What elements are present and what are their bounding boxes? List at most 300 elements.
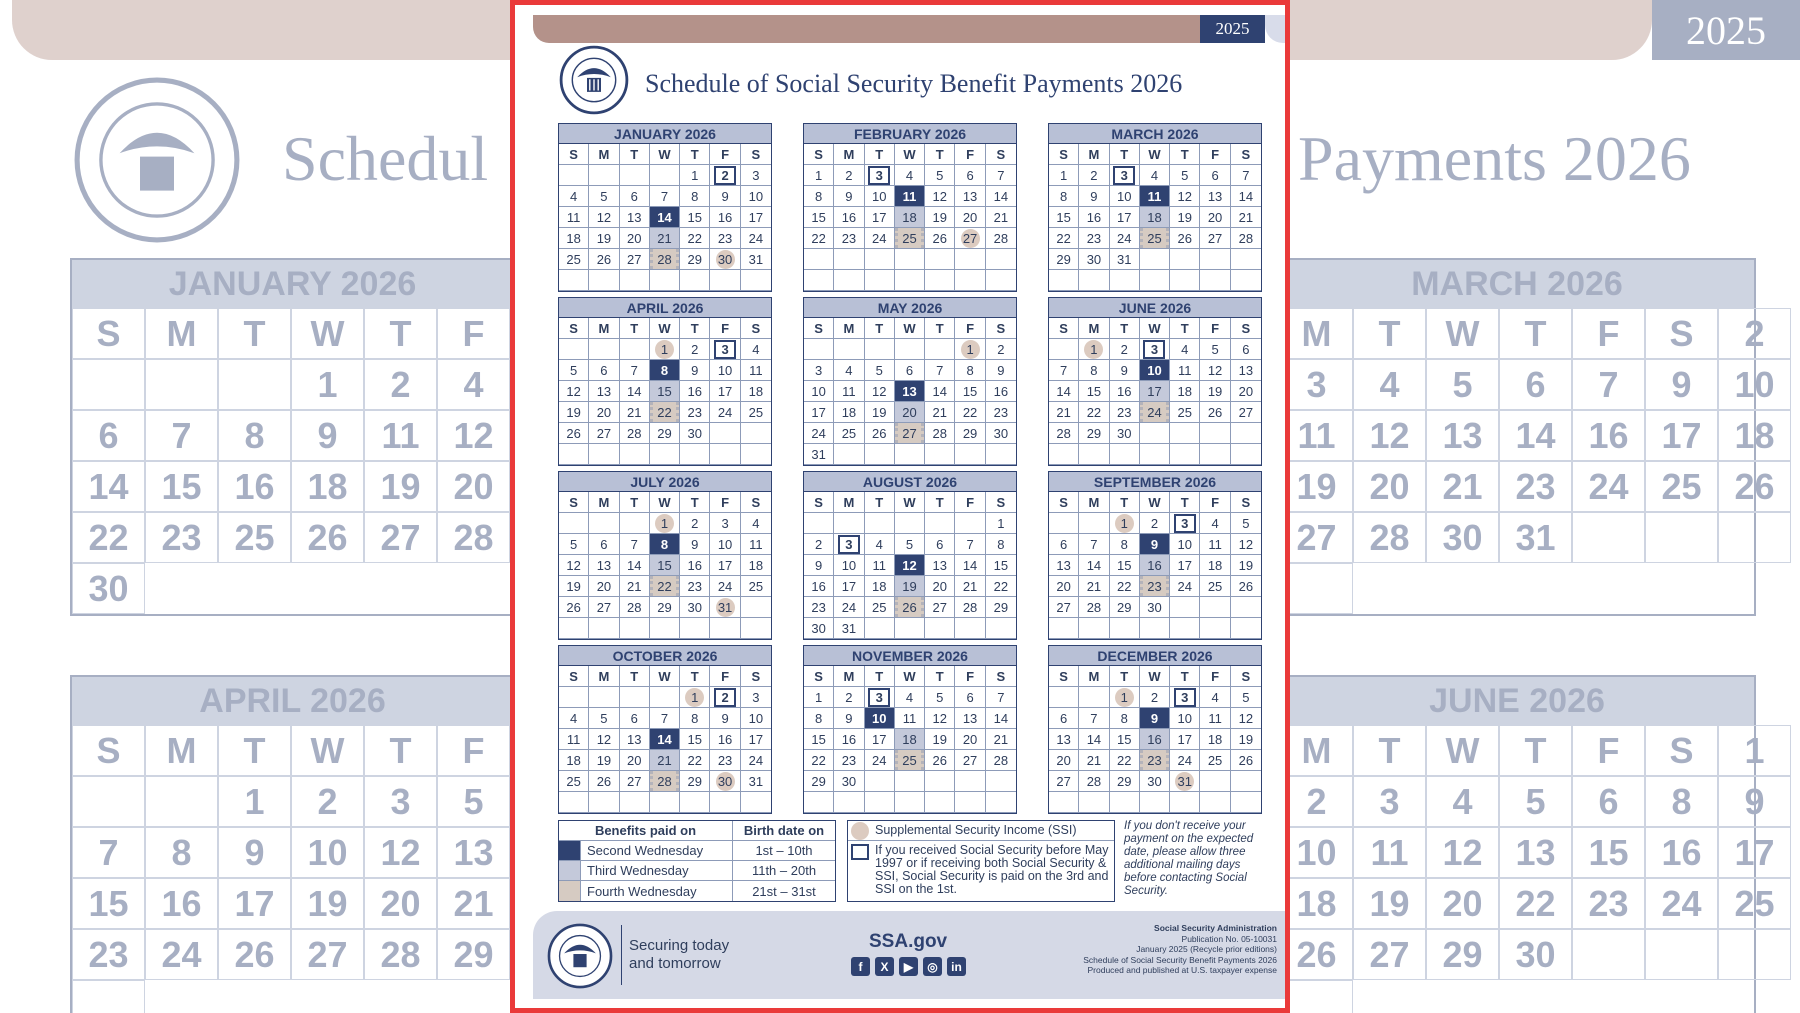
bg-day-cell [1718, 929, 1791, 980]
bg-day-cell: 25 [1645, 461, 1718, 512]
day-cell: 5 [1200, 339, 1230, 360]
day-cell: 15 [955, 381, 985, 402]
weekday-header: S [1049, 318, 1079, 339]
payment-day-fourth-wednesday: 25 [895, 750, 925, 771]
weekday-header: S [559, 318, 589, 339]
day-cell: 6 [620, 708, 650, 729]
bg-day-cell: T [1353, 308, 1426, 359]
day-cell: 26 [589, 249, 619, 270]
day-cell: 4 [865, 534, 895, 555]
website-link[interactable]: SSA.gov [869, 931, 948, 952]
weekday-header: T [1110, 144, 1140, 165]
day-cell: 22 [680, 228, 710, 249]
bg-day-cell: 6 [72, 410, 145, 461]
day-cell: 6 [620, 186, 650, 207]
empty-day-cell [1140, 249, 1170, 270]
day-cell: 24 [1170, 750, 1200, 771]
day-cell: 8 [955, 360, 985, 381]
empty-day-cell [710, 444, 740, 465]
day-cell: 23 [834, 228, 864, 249]
early-legend-text: If you received Social Security before May 1997 or if receiving both Social Security & SSI, Social Security is paid on the 3rd and SSI on the 1st. [875, 843, 1109, 896]
empty-day-cell [834, 249, 864, 270]
day-cell: 5 [559, 360, 589, 381]
empty-day-cell [925, 771, 955, 792]
day-cell: 22 [1049, 228, 1079, 249]
day-cell: 12 [1231, 708, 1261, 729]
month-title: DECEMBER 2026 [1049, 646, 1261, 666]
bg-day-cell: 2 [1280, 776, 1353, 827]
weekday-header: M [589, 144, 619, 165]
bg-day-cell: 14 [1499, 410, 1572, 461]
day-cell: 29 [650, 423, 680, 444]
empty-day-cell [1170, 423, 1200, 444]
day-cell: 14 [955, 555, 985, 576]
day-cell: 1 [1049, 165, 1079, 186]
bg-day-cell: 19 [364, 461, 437, 512]
bg-day-cell: 26 [1280, 929, 1353, 980]
empty-day-cell [1231, 249, 1261, 270]
day-cell: 6 [955, 687, 985, 708]
early-payment-day: 2 [710, 687, 740, 708]
payment-day-fourth-wednesday: 28 [650, 249, 680, 270]
day-cell: 14 [1231, 186, 1261, 207]
day-cell: 24 [1170, 576, 1200, 597]
payment-day-fourth-wednesday: 22 [650, 402, 680, 423]
day-cell: 7 [1231, 165, 1261, 186]
day-cell: 10 [834, 555, 864, 576]
weekday-header: S [559, 666, 589, 687]
bg-day-cell: T [364, 308, 437, 359]
weekday-header: F [710, 666, 740, 687]
bg-month-grid [1280, 308, 1775, 614]
bg-day-cell: 7 [145, 410, 218, 461]
day-cell: 14 [925, 381, 955, 402]
empty-day-cell [986, 249, 1016, 270]
weekday-header: S [1231, 318, 1261, 339]
empty-day-cell [1170, 270, 1200, 291]
day-cell: 20 [620, 228, 650, 249]
day-cell: 6 [1200, 165, 1230, 186]
payment-day-third-wednesday: 18 [895, 207, 925, 228]
empty-day-cell [1049, 270, 1079, 291]
weekday-header: W [650, 144, 680, 165]
bg-day-cell: 26 [218, 929, 291, 980]
month-calendar [803, 123, 1017, 292]
empty-day-cell [710, 618, 740, 639]
weekday-header: S [1231, 492, 1261, 513]
empty-day-cell [1231, 771, 1261, 792]
month-calendar [558, 645, 772, 814]
fourth-wednesday-swatch [559, 881, 581, 901]
bg-day-cell: 3 [1280, 359, 1353, 410]
day-cell: 11 [865, 555, 895, 576]
day-cell: 29 [1110, 771, 1140, 792]
empty-day-cell [1200, 423, 1230, 444]
day-cell: 2 [1140, 687, 1170, 708]
day-cell: 6 [925, 534, 955, 555]
day-cell: 28 [620, 597, 650, 618]
day-cell: 9 [710, 186, 740, 207]
day-cell: 22 [955, 402, 985, 423]
empty-day-cell [865, 513, 895, 534]
day-cell: 27 [955, 750, 985, 771]
weekday-header: F [710, 492, 740, 513]
day-cell: 8 [680, 708, 710, 729]
bg-day-cell: W [1426, 725, 1499, 776]
day-cell: 25 [559, 249, 589, 270]
day-cell: 19 [925, 729, 955, 750]
day-cell: 17 [710, 555, 740, 576]
month-days-grid [559, 144, 771, 291]
day-cell: 11 [559, 729, 589, 750]
empty-day-cell [650, 444, 680, 465]
weekday-header: W [895, 144, 925, 165]
weekday-header: T [925, 144, 955, 165]
month-calendar [1048, 645, 1262, 814]
weekday-header: M [834, 318, 864, 339]
empty-day-cell [925, 513, 955, 534]
day-cell: 24 [1110, 228, 1140, 249]
bg-day-cell: 21 [437, 878, 510, 929]
day-cell: 11 [1200, 708, 1230, 729]
day-cell: 4 [834, 360, 864, 381]
day-cell: 2 [1079, 165, 1109, 186]
day-cell: 16 [804, 576, 834, 597]
day-cell: 29 [680, 249, 710, 270]
empty-day-cell [741, 423, 771, 444]
day-cell: 17 [865, 207, 895, 228]
bg-day-cell: 8 [1645, 776, 1718, 827]
instagram-icon[interactable]: ◎ [923, 957, 942, 976]
months-grid [558, 123, 1262, 813]
day-cell: 28 [620, 423, 650, 444]
empty-day-cell [925, 792, 955, 813]
empty-day-cell [620, 444, 650, 465]
empty-day-cell [986, 270, 1016, 291]
day-cell: 16 [680, 555, 710, 576]
early-payment-day: 2 [710, 165, 740, 186]
empty-day-cell [986, 771, 1016, 792]
weekday-header: W [895, 492, 925, 513]
bg-year-badge: 2025 [1652, 0, 1800, 60]
empty-day-cell [1079, 687, 1109, 708]
day-cell: 10 [804, 381, 834, 402]
weekday-header: F [1200, 666, 1230, 687]
weekday-header: T [865, 492, 895, 513]
empty-day-cell [1231, 423, 1261, 444]
day-cell: 24 [741, 228, 771, 249]
day-cell: 5 [589, 186, 619, 207]
day-cell: 19 [559, 402, 589, 423]
bg-day-cell: 28 [364, 929, 437, 980]
ssi-payment-day: 1 [955, 339, 985, 360]
weekday-header: T [865, 318, 895, 339]
bg-seal-icon [72, 75, 242, 245]
day-cell: 18 [1200, 555, 1230, 576]
day-cell: 17 [804, 402, 834, 423]
day-cell: 7 [650, 186, 680, 207]
day-cell: 20 [1231, 381, 1261, 402]
bg-day-cell: M [1280, 308, 1353, 359]
youtube-icon[interactable]: ▶ [899, 957, 918, 976]
day-cell: 17 [710, 381, 740, 402]
bg-day-cell: S [72, 725, 145, 776]
day-cell: 21 [1079, 750, 1109, 771]
day-cell: 14 [986, 708, 1016, 729]
day-cell: 21 [1231, 207, 1261, 228]
bg-day-cell: 22 [1499, 878, 1572, 929]
day-cell: 12 [865, 381, 895, 402]
bg-day-cell: 11 [1280, 410, 1353, 461]
day-cell: 15 [680, 207, 710, 228]
payment-day-second-wednesday: 10 [1140, 360, 1170, 381]
empty-day-cell [1200, 792, 1230, 813]
month-title: AUGUST 2026 [804, 472, 1016, 492]
x-icon[interactable]: X [875, 957, 894, 976]
weekday-header: T [1170, 318, 1200, 339]
day-cell: 28 [1079, 771, 1109, 792]
weekday-header: T [620, 144, 650, 165]
bg-month-grid [72, 308, 513, 614]
day-cell: 11 [559, 207, 589, 228]
day-cell: 5 [895, 534, 925, 555]
day-cell: 12 [1231, 534, 1261, 555]
empty-day-cell [680, 618, 710, 639]
bg-day-cell [1645, 512, 1718, 563]
empty-day-cell [710, 792, 740, 813]
bg-day-cell: 24 [1572, 461, 1645, 512]
day-cell: 19 [865, 402, 895, 423]
early-square-icon [851, 844, 869, 860]
bg-day-cell: 23 [1499, 461, 1572, 512]
day-cell: 31 [741, 771, 771, 792]
day-cell: 19 [1231, 729, 1261, 750]
weekday-header: S [1231, 666, 1261, 687]
day-cell: 2 [834, 687, 864, 708]
empty-day-cell [741, 618, 771, 639]
bg-day-cell: T [364, 725, 437, 776]
footer-divider [621, 925, 622, 985]
early-payment-day: 3 [710, 339, 740, 360]
weekday-header: F [1200, 492, 1230, 513]
payment-day-fourth-wednesday: 23 [1140, 750, 1170, 771]
footer [533, 911, 1289, 999]
payment-day-third-wednesday: 17 [1140, 381, 1170, 402]
day-cell: 13 [955, 708, 985, 729]
empty-day-cell [1079, 792, 1109, 813]
day-cell: 22 [1079, 402, 1109, 423]
ssi-payment-day: 30 [710, 771, 740, 792]
legend-row [559, 881, 835, 901]
day-cell: 7 [620, 360, 650, 381]
bg-day-cell: 29 [1426, 929, 1499, 980]
day-cell: 24 [865, 750, 895, 771]
empty-day-cell [834, 444, 864, 465]
day-cell: 25 [1200, 750, 1230, 771]
bg-day-cell: W [291, 725, 364, 776]
empty-day-cell [741, 597, 771, 618]
tagline-line-1: Securing today [629, 937, 730, 954]
day-cell: 20 [1200, 207, 1230, 228]
day-cell: 16 [986, 381, 1016, 402]
day-cell: 29 [680, 771, 710, 792]
day-cell: 10 [1110, 186, 1140, 207]
day-cell: 23 [710, 750, 740, 771]
bg-day-cell: 7 [1572, 359, 1645, 410]
empty-day-cell [620, 792, 650, 813]
empty-day-cell [865, 618, 895, 639]
day-cell: 12 [559, 381, 589, 402]
empty-day-cell [1049, 339, 1079, 360]
bg-day-cell: 23 [72, 929, 145, 980]
day-cell: 22 [804, 750, 834, 771]
day-cell: 10 [710, 534, 740, 555]
empty-day-cell [559, 165, 589, 186]
payment-day-third-wednesday: 21 [650, 750, 680, 771]
month-calendar [803, 645, 1017, 814]
empty-day-cell [955, 249, 985, 270]
day-cell: 30 [680, 423, 710, 444]
bg-calendar-april [70, 675, 515, 1013]
day-cell: 24 [710, 402, 740, 423]
linkedin-icon[interactable]: in [947, 957, 966, 976]
day-cell: 12 [1170, 186, 1200, 207]
bg-day-cell: S [1645, 308, 1718, 359]
day-cell: 25 [741, 402, 771, 423]
payment-day-third-wednesday: 15 [650, 555, 680, 576]
empty-day-cell [620, 270, 650, 291]
day-cell: 10 [741, 708, 771, 729]
weekday-header: M [589, 666, 619, 687]
day-cell: 6 [955, 165, 985, 186]
empty-day-cell [955, 270, 985, 291]
weekday-header: S [804, 144, 834, 165]
weekday-header: F [955, 318, 985, 339]
day-cell: 30 [1140, 771, 1170, 792]
day-cell: 31 [1110, 249, 1140, 270]
day-cell: 21 [986, 729, 1016, 750]
empty-day-cell [955, 444, 985, 465]
day-cell: 8 [986, 534, 1016, 555]
day-cell: 25 [741, 576, 771, 597]
ssi-payment-day: 1 [650, 339, 680, 360]
day-cell: 4 [1200, 687, 1230, 708]
ssi-payment-day: 31 [1170, 771, 1200, 792]
year-badge: 2025 [1200, 15, 1265, 43]
bg-day-cell: F [437, 725, 510, 776]
day-cell: 23 [680, 402, 710, 423]
payment-day-fourth-wednesday: 24 [1140, 402, 1170, 423]
weekday-header: S [804, 492, 834, 513]
bg-day-cell [145, 776, 218, 827]
payment-legend-table [558, 820, 836, 902]
bg-day-cell: 18 [1280, 878, 1353, 929]
day-cell: 24 [710, 576, 740, 597]
day-cell: 8 [1110, 534, 1140, 555]
day-cell: 17 [741, 729, 771, 750]
day-cell: 5 [925, 687, 955, 708]
payment-day-second-wednesday: 11 [895, 186, 925, 207]
bg-month-header: APRIL 2026 [72, 677, 513, 725]
day-cell: 7 [986, 687, 1016, 708]
weekday-header: S [741, 318, 771, 339]
month-calendar [558, 297, 772, 466]
empty-day-cell [1049, 687, 1079, 708]
empty-day-cell [680, 444, 710, 465]
payment-day-third-wednesday: 20 [895, 402, 925, 423]
bg-day-cell [1718, 512, 1791, 563]
month-title: NOVEMBER 2026 [804, 646, 1016, 666]
bg-day-cell: 5 [1426, 359, 1499, 410]
day-cell: 6 [1231, 339, 1261, 360]
empty-day-cell [1170, 249, 1200, 270]
bg-day-cell: 24 [1645, 878, 1718, 929]
weekday-header: S [804, 318, 834, 339]
bg-day-cell: 16 [218, 461, 291, 512]
legend-row-label: Third Wednesday [581, 861, 733, 880]
day-cell: 30 [680, 597, 710, 618]
month-days-grid [559, 666, 771, 813]
day-cell: 20 [955, 729, 985, 750]
day-cell: 19 [589, 750, 619, 771]
empty-day-cell [559, 270, 589, 291]
weekday-header: S [741, 492, 771, 513]
month-days-grid [1049, 666, 1261, 813]
bg-day-cell: T [218, 725, 291, 776]
third-wednesday-swatch [559, 861, 581, 880]
facebook-icon[interactable]: f [851, 957, 870, 976]
day-cell: 18 [741, 381, 771, 402]
payment-day-fourth-wednesday: 27 [895, 423, 925, 444]
bg-day-cell: 11 [1353, 827, 1426, 878]
payment-day-second-wednesday: 13 [895, 381, 925, 402]
month-days-grid [804, 666, 1016, 813]
bg-day-cell: 19 [291, 878, 364, 929]
empty-day-cell [589, 792, 619, 813]
day-cell: 4 [1140, 165, 1170, 186]
weekday-header: S [559, 492, 589, 513]
pub-number: Publication No. 05-10031 [1181, 933, 1277, 944]
day-cell: 5 [1231, 687, 1261, 708]
weekday-header: M [1079, 666, 1109, 687]
ssi-payment-day: 27 [955, 228, 985, 249]
day-cell: 11 [895, 708, 925, 729]
day-cell: 4 [1200, 513, 1230, 534]
day-cell: 12 [1200, 360, 1230, 381]
day-cell: 14 [620, 555, 650, 576]
day-cell: 17 [1110, 207, 1140, 228]
day-cell: 6 [589, 360, 619, 381]
day-cell: 18 [1200, 729, 1230, 750]
empty-day-cell [1170, 618, 1200, 639]
bg-day-cell: T [1499, 725, 1572, 776]
day-cell: 13 [589, 381, 619, 402]
bg-day-cell: 5 [1499, 776, 1572, 827]
day-cell: 7 [620, 534, 650, 555]
bg-day-cell: 2 [291, 776, 364, 827]
day-cell: 14 [986, 186, 1016, 207]
empty-day-cell [1049, 444, 1079, 465]
empty-day-cell [1170, 792, 1200, 813]
day-cell: 13 [1049, 555, 1079, 576]
bg-day-cell: 18 [291, 461, 364, 512]
empty-day-cell [986, 444, 1016, 465]
day-cell: 25 [865, 597, 895, 618]
day-cell: 21 [620, 576, 650, 597]
bg-day-cell [145, 359, 218, 410]
empty-day-cell [741, 792, 771, 813]
day-cell: 15 [986, 555, 1016, 576]
